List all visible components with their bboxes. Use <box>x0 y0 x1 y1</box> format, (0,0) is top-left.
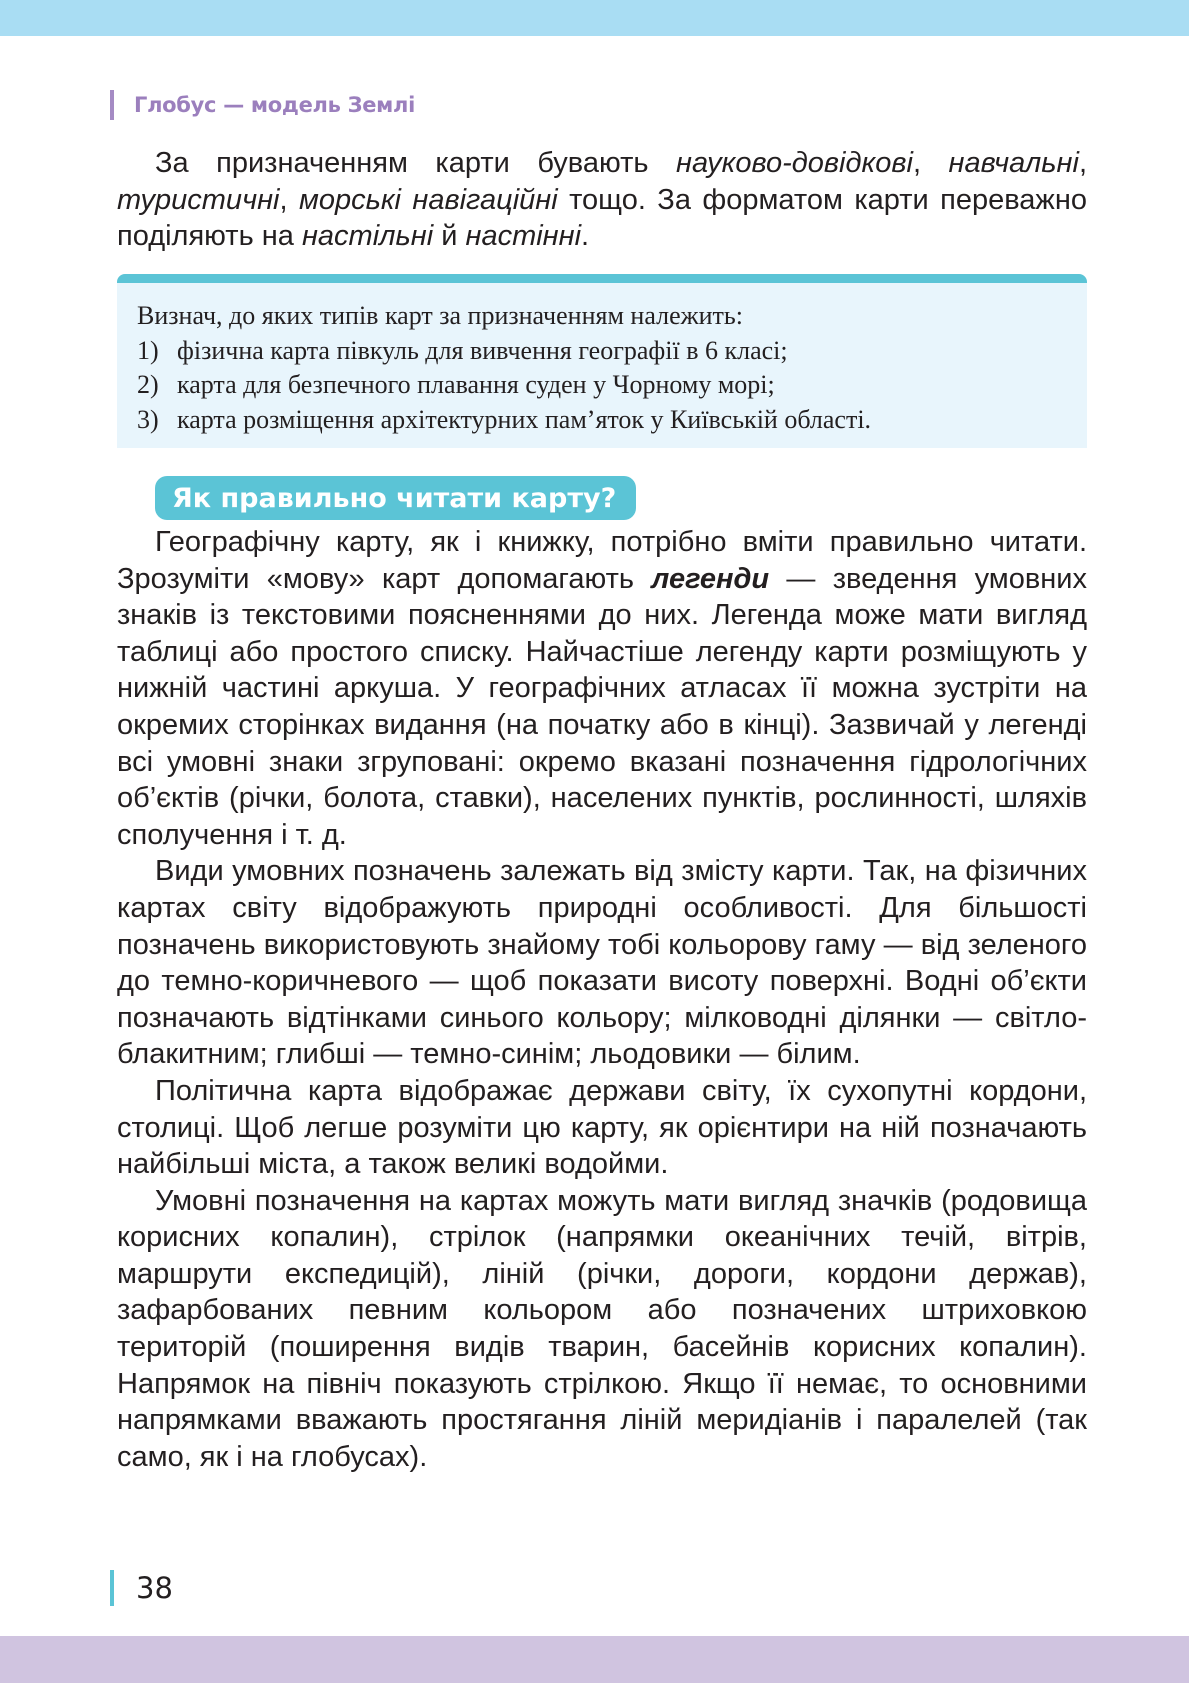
task-item-text: фізична карта півкуль для вивчення географії в 6 класі; <box>177 335 788 365</box>
task-box <box>117 274 1087 448</box>
section-body <box>117 524 1087 1475</box>
body-text: Географічну карту, як і книжку, потрібно вміти правильно читати. Зрозуміти «мову» карт допомагають <box>117 526 1087 595</box>
body-paragraph-4: Умовні позначення на картах можуть мати вигляд значків (родовища корисних копалин), стрілок (напрямки океанічних течій, вітрів, маршрути експедицій), ліній (річки, дороги, кордони держав), зафарбованих певним кольором або позначених штриховкою територій (поширення видів тварин, басейнів корисних копалин). Напрямок на північ показують стрілкою. Якщо її немає, то основними напрямками вважають простягання ліній меридіанів і паралелей (так само, як і на глобусах). <box>117 1184 1087 1473</box>
task-item <box>137 334 1067 369</box>
task-item <box>137 403 1067 438</box>
key-term: легенди <box>651 562 770 595</box>
bottom-color-band <box>0 1636 1189 1683</box>
section-heading <box>155 476 636 520</box>
task-item-number: 3) <box>137 404 159 434</box>
task-question: Визнач, до яких типів карт за призначенням належить: <box>137 301 743 330</box>
intro-text: , <box>912 147 949 179</box>
intro-text: , <box>1078 147 1087 179</box>
task-list <box>137 334 1067 438</box>
section-heading-text: Як правильно читати карту? <box>172 482 617 514</box>
intro-text: За призначенням карти бувають <box>155 147 677 179</box>
intro-term: навчальні <box>948 147 1079 179</box>
top-color-band <box>0 0 1189 36</box>
intro-paragraph <box>117 145 1087 255</box>
task-item <box>137 368 1067 403</box>
intro-term: настінні <box>465 220 582 253</box>
task-item-text: карта для безпечного плавання суден у Чорному морі; <box>177 370 775 399</box>
intro-block <box>117 145 1087 255</box>
task-item-text: карта розміщення архітектурних пам’яток у Київській області. <box>177 404 872 434</box>
page-number-marker-bar <box>110 1570 114 1606</box>
intro-text: тощо. За форматом карти переважно поділяють на <box>117 183 1087 253</box>
task-item-number: 1) <box>137 335 159 365</box>
header-marker-bar <box>110 90 114 120</box>
body-text: — зведення умовних знаків із текстовими поясненнями до них. Легенда може мати вигляд таблиці або простого списку. Найчастіше легенду карти розміщують у нижній частині аркуша. У географічних атласах її можна зустріти на окремих сторінках видання (на початку або в кінці). Зазвичай у легенді всі умовні знаки згруповані: окремо вказані позначення гідрологічних об’єктів (річки, болота, ставки), населених пунктів, рослинності, шляхів сполучення і т. д. <box>117 562 1087 851</box>
intro-text: й <box>433 220 466 253</box>
intro-term: настільні <box>301 220 434 253</box>
intro-text: , <box>279 183 299 216</box>
body-paragraph-3: Політична карта відображає держави світу, їх сухопутні кордони, столиці. Щоб легше розуміти цю карту, як орієнтири на ній позначають найбільші міста, а також великі водойми. <box>117 1074 1087 1181</box>
page-number: 38 <box>136 1571 173 1605</box>
running-title: Глобус — модель Землі <box>134 93 415 117</box>
body-paragraph-1 <box>117 524 1087 853</box>
intro-term: морські навігаційні <box>298 183 558 216</box>
task-item-number: 2) <box>137 370 159 399</box>
page-number-block <box>110 1570 173 1606</box>
intro-text: . <box>581 220 590 253</box>
intro-term: туристичні <box>117 183 280 216</box>
running-header <box>110 90 415 120</box>
body-paragraph-2: Види умовних позначень залежать від змісту карти. Так, на фізичних картах світу відображують природні особливості. Для більшості позначень використовують знайому тобі кольорову гаму — від зеленого до темно-коричневого — щоб показати висоту поверхні. Водні об’єкти позначають відтінками синього кольору; мілководні ділянки — світло-блакитним; глибші — темно-синім; льодовики — білим. <box>117 855 1087 1071</box>
intro-term: науково-довідкові <box>676 147 913 179</box>
